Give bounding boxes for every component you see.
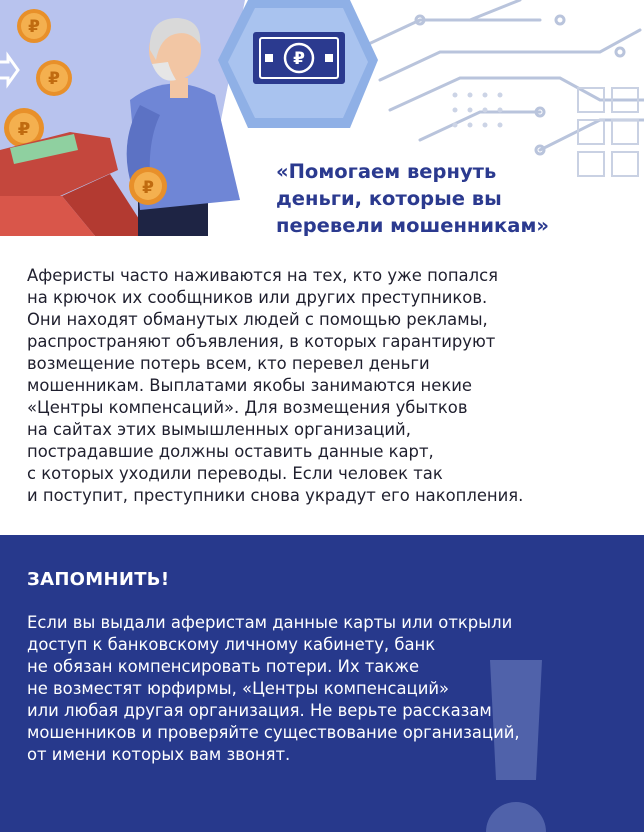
banknote-ruble-icon <box>218 0 378 128</box>
svg-text:₽: ₽ <box>28 17 40 37</box>
circuit-decoration <box>360 0 644 154</box>
body-line: с которых уходили переводы. Если человек так <box>27 464 443 483</box>
body-line: мошенникам. Выплатами якобы занимаются некие <box>27 376 472 395</box>
hero-illustration <box>0 0 644 250</box>
remember-section <box>0 535 644 832</box>
svg-text:₽: ₽ <box>48 69 60 89</box>
svg-text:₽: ₽ <box>142 178 154 198</box>
body-line: возмещение потерь всем, кто перевел деньги <box>27 354 430 373</box>
remember-line: доступ к банковскому личному кабинету, банк <box>27 635 436 654</box>
body-line: на крючок их сообщников или других преступников. <box>27 288 488 307</box>
remember-line: Если вы выдали аферистам данные карты или открыли <box>27 613 513 632</box>
page-title-line: деньги, которые вы <box>276 187 502 210</box>
remember-line: мошенников и проверяйте существование организаций, <box>27 723 520 742</box>
page-title-line: перевели мошенникам» <box>276 214 549 237</box>
body-line: пострадавшие должны оставить данные карт, <box>27 442 434 461</box>
body-line: «Центры компенсаций». Для возмещения убытков <box>27 398 468 417</box>
coin-ruble-icon <box>36 60 72 96</box>
remember-line: или любая другая организация. Не верьте рассказам <box>27 701 492 720</box>
remember-paragraph <box>27 612 627 766</box>
remember-line: от имени которых вам звонят. <box>27 745 291 764</box>
svg-text:₽: ₽ <box>293 49 305 69</box>
body-line: распространяют объявления, в которых гарантируют <box>27 332 496 351</box>
body-line: Аферисты часто наживаются на тех, кто уже попался <box>27 266 498 285</box>
page-title-line: «Помогаем вернуть <box>276 160 497 183</box>
body-line: и поступит, преступники снова украдут его накопления. <box>27 486 524 505</box>
remember-heading: ЗАПОМНИТЬ! <box>27 569 170 590</box>
body-line: Они находят обманутых людей с помощью рекламы, <box>27 310 488 329</box>
page-title <box>276 158 636 239</box>
coin-ruble-icon <box>17 9 51 43</box>
coin-ruble-icon <box>129 167 167 205</box>
remember-line: не возместят юрфирмы, «Центры компенсаций» <box>27 679 450 698</box>
body-line: на сайтах этих вымышленных организаций, <box>27 420 411 439</box>
remember-line: не обязан компенсировать потери. Их также <box>27 657 420 676</box>
svg-text:₽: ₽ <box>17 119 31 140</box>
body-paragraph <box>27 265 627 507</box>
